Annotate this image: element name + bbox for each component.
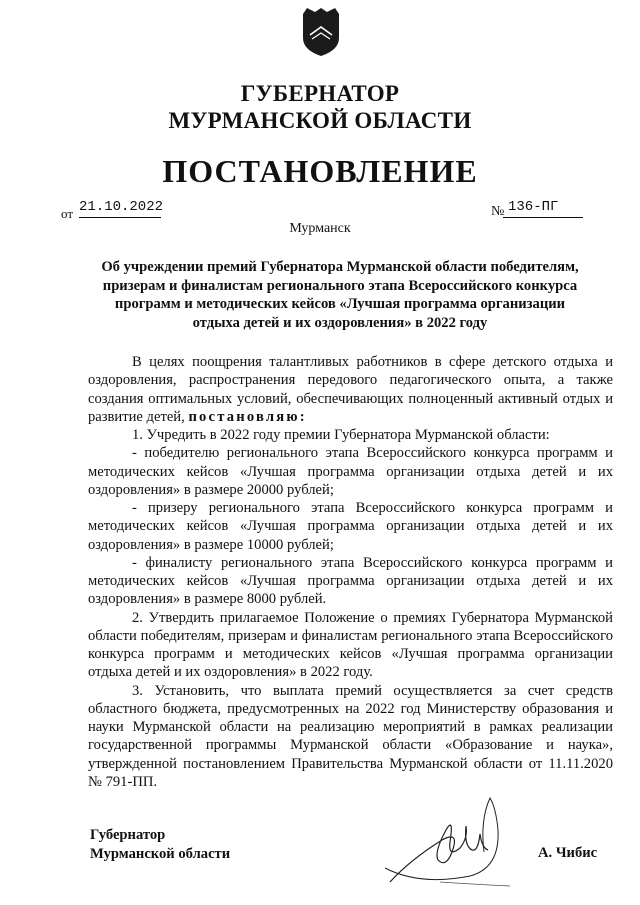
signature-icon <box>380 790 530 890</box>
coat-of-arms-icon <box>301 8 341 56</box>
signatory-position-line2: Мурманской области <box>90 845 231 862</box>
intro-paragraph <box>88 353 613 426</box>
signatory-name: А. Чибис <box>538 845 598 861</box>
clause-1: 1. Учредить в 2022 году премии Губернатора Мурманской области: <box>132 427 550 443</box>
org-title-line1: ГУБЕРНАТОР <box>240 81 400 106</box>
signatory-position <box>90 826 230 863</box>
clause-3: 3. Установить, что выплата премий осуществляется за счет средств областного бюджета, предусмотренных на 2022 год Министерству образования и науки Мурманской области на реализацию мероприятий в рамках реализации государственной программы Мурманской области «Образование и наука», утвержденной постановлением Правительства Мурманской области от 11.11.2020 № 791-ПП. <box>88 682 613 790</box>
city-name: Мурманск <box>289 221 351 236</box>
org-title-line2: МУРМАНСКОЙ ОБЛАСТИ <box>168 108 472 133</box>
signatory-position-line1: Губернатор <box>90 827 166 843</box>
clause-2: 2. Утвердить прилагаемое Положение о премиях Губернатора Мурманской области победителям, призерам и финалистам регионального этапа Всероссийского конкурса программ и методических кейсов «Лучшая программа организации отдыха детей и их оздоровления» в 2022 году. <box>88 609 613 681</box>
document-type-title: ПОСТАНОВЛЕНИЕ <box>162 153 478 189</box>
document-number: 136-ПГ <box>508 199 559 215</box>
date-underline <box>79 217 161 218</box>
handwritten-signature <box>380 790 530 890</box>
document-body <box>88 353 613 791</box>
document-date: 21.10.2022 <box>79 199 164 215</box>
clause-1-item-finalist: - финалисту регионального этапа Всероссийского конкурса программ и методических кейсов «Лучшая программа организации отдыха детей и их оздоровления» в размере 8000 рублей. <box>88 554 613 608</box>
intro-text: В целях поощрения талантливых работников в сфере детского отдыха и оздоровления, распространения передового педагогического опыта, а также создания оптимальных условий, обеспечивающих полноценный активный отдых и развитие детей, <box>88 354 613 425</box>
clause-1-item-prizewinner: - призеру регионального этапа Всероссийского конкурса программ и методических кейсов «Лучшая программа организации отдыха детей и их оздоровления» в размере 10000 рублей; <box>88 500 613 553</box>
decree-word: постановляю: <box>188 408 307 425</box>
coat-of-arms-emblem <box>301 8 341 56</box>
document-subject-title: Об учреждении премий Губернатора Мурманской области победителям, призерам и финалистам регионального этапа Всероссийского конкурса программ и методических кейсов «Лучшая программа организации отдыха детей и их оздоровления» в 2022 году <box>101 259 579 331</box>
number-prefix: № <box>491 204 505 219</box>
number-underline <box>503 217 583 218</box>
date-prefix: от <box>61 206 74 221</box>
clause-1-item-winner: - победителю регионального этапа Всероссийского конкурса программ и методических кейсов «Лучшая программа организации отдыха детей и их оздоровления» в размере 20000 рублей; <box>88 445 613 498</box>
